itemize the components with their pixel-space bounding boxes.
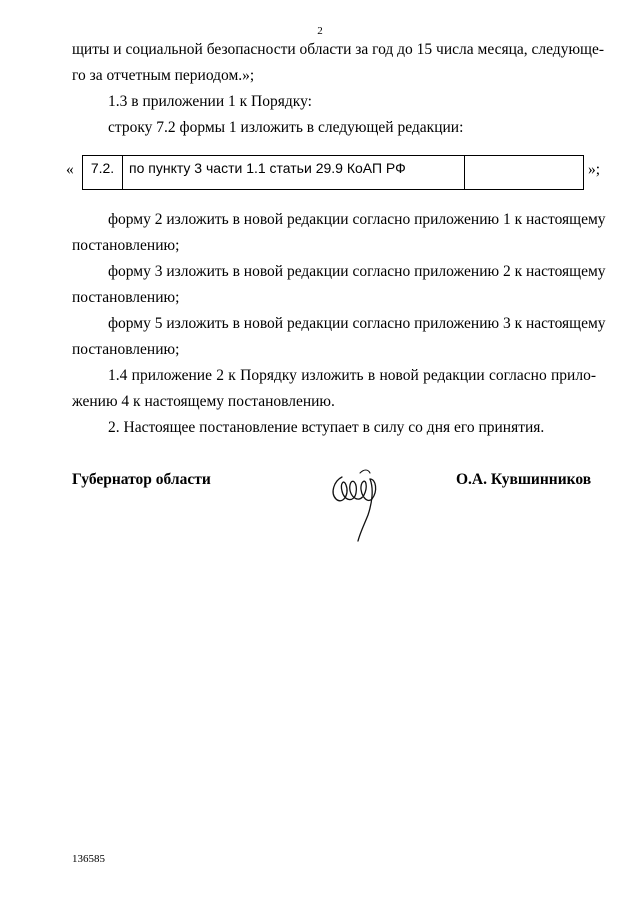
paragraph-6-line-2: постановлению; [72, 341, 180, 358]
document-id: 136585 [72, 853, 105, 865]
paragraph-2: 1.3 в приложении 1 к Порядку: [108, 93, 312, 110]
table-row-7-2 [82, 155, 584, 190]
paragraph-1-line-2: го за отчетным периодом.»; [72, 67, 255, 84]
signatory-position: Губернатор области [72, 471, 211, 488]
paragraph-1-line-1: щиты и социальной безопасности области за год до 15 числа месяца, следующе- [72, 41, 604, 58]
close-quote: »; [588, 161, 601, 178]
paragraph-5-line-1: форму 3 изложить в новой редакции согласно приложению 2 к настоящему [108, 263, 606, 280]
paragraph-8: 2. Настоящее постановление вступает в силу со дня его принятия. [108, 419, 545, 436]
table-cell-value [465, 156, 583, 189]
paragraph-3: строку 7.2 формы 1 изложить в следующей редакции: [108, 119, 464, 136]
handwritten-signature [320, 455, 390, 545]
table-cell-text: по пункту 3 части 1.1 статьи 29.9 КоАП РФ [123, 156, 465, 189]
paragraph-7-line-2: жению 4 к настоящему постановлению. [72, 393, 335, 410]
paragraph-5-line-2: постановлению; [72, 289, 180, 306]
paragraph-7-line-1: 1.4 приложение 2 к Порядку изложить в новой редакции согласно прило- [108, 367, 596, 384]
table-cell-number: 7.2. [83, 156, 123, 189]
signatory-name: О.А. Кувшинников [456, 471, 592, 488]
open-quote: « [66, 161, 74, 178]
paragraph-4-line-2: постановлению; [72, 237, 180, 254]
paragraph-6-line-1: форму 5 изложить в новой редакции согласно приложению 3 к настоящему [108, 315, 606, 332]
page-number: 2 [317, 25, 323, 37]
paragraph-4-line-1: форму 2 изложить в новой редакции согласно приложению 1 к настоящему [108, 211, 606, 228]
